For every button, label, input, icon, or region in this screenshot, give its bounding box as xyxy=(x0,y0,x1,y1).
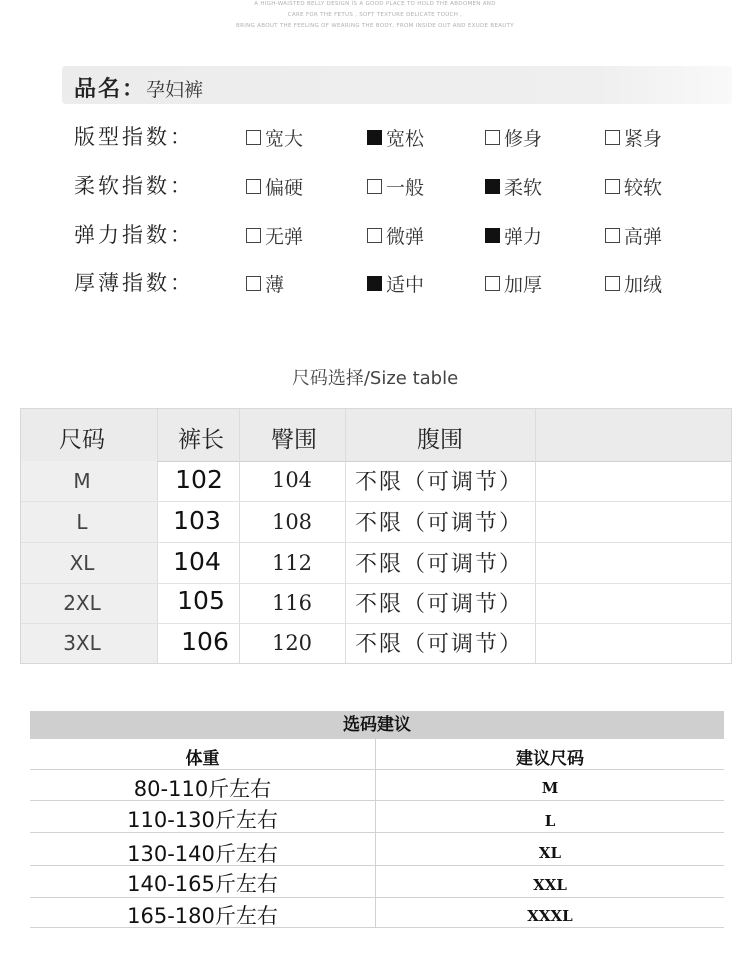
product-name-key: 品名： xyxy=(74,77,147,102)
option-item xyxy=(605,270,662,297)
recommended-size-cell: XXXL xyxy=(527,907,573,925)
checkbox-icon xyxy=(605,179,620,194)
row-divider xyxy=(30,769,724,770)
option-label: 修身 xyxy=(504,128,543,150)
weight-cell: 110-130斤左右 xyxy=(127,808,278,832)
checkbox-checked-icon xyxy=(485,228,500,243)
size-cell: XL xyxy=(69,551,95,575)
checkbox-icon xyxy=(605,276,620,291)
option-item xyxy=(246,222,303,249)
option-item xyxy=(605,222,662,249)
option-item xyxy=(485,173,542,200)
size-recommendation-table xyxy=(30,711,724,928)
option-item xyxy=(605,124,662,151)
length-cell: 102 xyxy=(175,465,223,494)
row-divider xyxy=(21,583,731,584)
checkbox-icon xyxy=(367,228,382,243)
option-label: 柔软 xyxy=(504,177,543,199)
size-cell: 3XL xyxy=(63,631,101,655)
recommended-size-cell: XL xyxy=(538,844,562,862)
index-label: 柔软指数： xyxy=(74,174,194,198)
hip-cell: 108 xyxy=(271,510,313,534)
option-item xyxy=(367,270,424,297)
header-waist: 腹围 xyxy=(417,427,463,453)
column-divider xyxy=(535,409,536,663)
option-label: 一般 xyxy=(386,177,425,199)
hip-cell: 120 xyxy=(271,631,313,655)
option-item xyxy=(246,124,303,151)
recommended-size-cell: XXL xyxy=(533,876,567,894)
waist-cell: 不限（可调节） xyxy=(355,552,524,577)
row-divider xyxy=(21,623,731,624)
hip-cell: 104 xyxy=(271,468,313,492)
size-cell: 2XL xyxy=(63,591,101,615)
length-cell: 106 xyxy=(181,627,229,656)
index-row-thickness xyxy=(0,267,750,301)
header-recommended-size: 建议尺码 xyxy=(516,749,584,769)
recommended-size-cell: L xyxy=(544,812,556,830)
top-note-line-2: CARE FOR THE FETUS , SOFT TEXTURE DELICATE TOUCH , xyxy=(287,12,463,18)
option-label: 宽松 xyxy=(386,128,425,150)
option-label: 弹力 xyxy=(504,226,543,248)
option-item xyxy=(367,173,424,200)
checkbox-icon xyxy=(485,276,500,291)
option-item xyxy=(485,270,542,297)
checkbox-icon xyxy=(246,228,261,243)
hip-cell: 116 xyxy=(271,591,313,615)
top-note-line-3: BRING ABOUT THE FEELING OF WEARING THE BODY, FROM INSIDE OUT AND EXUDE BEAUTY xyxy=(236,23,514,29)
option-label: 微弹 xyxy=(386,226,425,248)
option-label: 加厚 xyxy=(504,274,543,296)
option-label: 紧身 xyxy=(624,128,663,150)
size-cell: M xyxy=(73,469,91,493)
option-label: 宽大 xyxy=(265,128,304,150)
header-size: 尺码 xyxy=(59,427,105,453)
header-weight: 体重 xyxy=(185,749,220,769)
weight-cell: 140-165斤左右 xyxy=(127,872,278,896)
product-name xyxy=(74,72,203,103)
option-item xyxy=(367,222,424,249)
checkbox-icon xyxy=(246,179,261,194)
header-length: 裤长 xyxy=(178,427,224,453)
checkbox-checked-icon xyxy=(367,276,382,291)
weight-cell: 165-180斤左右 xyxy=(127,904,278,928)
waist-cell: 不限（可调节） xyxy=(355,470,524,495)
checkbox-checked-icon xyxy=(367,130,382,145)
checkbox-icon xyxy=(246,130,261,145)
checkbox-icon xyxy=(246,276,261,291)
waist-cell: 不限（可调节） xyxy=(355,632,524,657)
index-row-softness xyxy=(0,170,750,204)
index-label: 弹力指数： xyxy=(74,223,194,247)
checkbox-checked-icon xyxy=(485,179,500,194)
waist-cell: 不限（可调节） xyxy=(355,511,524,536)
length-cell: 105 xyxy=(177,586,225,615)
option-item xyxy=(605,173,662,200)
option-label: 加绒 xyxy=(624,274,663,296)
size-table xyxy=(20,408,732,664)
option-label: 适中 xyxy=(386,274,425,296)
option-label: 较软 xyxy=(624,177,663,199)
row-divider xyxy=(21,542,731,543)
checkbox-icon xyxy=(485,130,500,145)
checkbox-icon xyxy=(605,130,620,145)
top-note-line-1: A HIGH-WAISTED BELLY DESIGN IS A GOOD PLACE TO HOLD THE ABDOMEN AND xyxy=(254,1,496,7)
row-divider xyxy=(21,501,731,502)
option-item xyxy=(485,124,542,151)
index-label: 厚薄指数： xyxy=(74,271,194,295)
waist-cell: 不限（可调节） xyxy=(355,592,524,617)
index-row-fit xyxy=(0,121,750,155)
option-label: 高弹 xyxy=(624,226,663,248)
index-label: 版型指数： xyxy=(74,125,194,149)
option-item xyxy=(367,124,424,151)
size-table-caption: 尺码选择/Size table xyxy=(291,368,459,389)
weight-cell: 130-140斤左右 xyxy=(127,842,278,866)
option-item xyxy=(246,173,303,200)
length-cell: 104 xyxy=(173,547,221,576)
recommendation-title: 选码建议 xyxy=(30,711,724,739)
recommended-size-cell: M xyxy=(541,779,559,797)
option-label: 偏硬 xyxy=(265,177,304,199)
option-item xyxy=(485,222,542,249)
option-label: 薄 xyxy=(265,274,285,296)
column-divider xyxy=(157,409,158,663)
length-cell: 103 xyxy=(173,506,221,535)
hip-cell: 112 xyxy=(271,551,313,575)
weight-cell: 80-110斤左右 xyxy=(133,777,272,801)
checkbox-icon xyxy=(367,179,382,194)
checkbox-icon xyxy=(605,228,620,243)
header-hip: 臀围 xyxy=(271,427,317,453)
option-item xyxy=(246,270,284,297)
size-cell: L xyxy=(76,510,88,534)
product-name-value: 孕妇裤 xyxy=(146,79,204,101)
index-row-elasticity xyxy=(0,219,750,253)
option-label: 无弹 xyxy=(265,226,304,248)
